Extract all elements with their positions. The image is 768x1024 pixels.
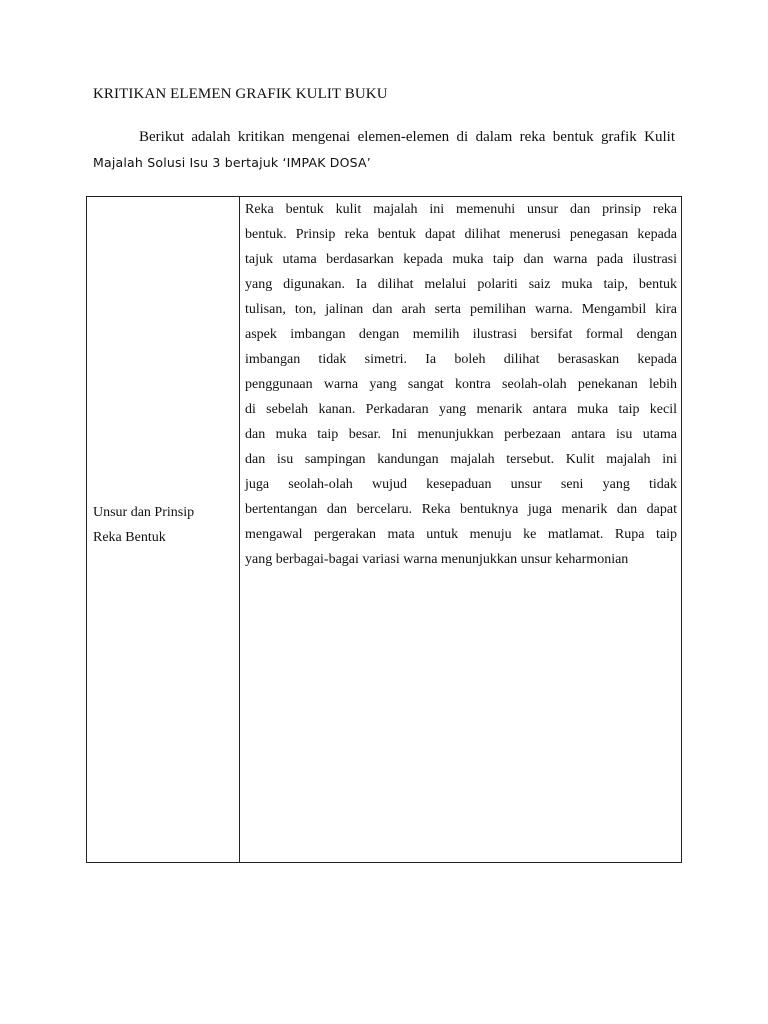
critique-table <box>86 196 682 863</box>
critique-line: penggunaan warna yang sangat kontra seolah-olah penekanan lebih <box>245 377 677 392</box>
intro-line-1: Berikut adalah kritikan mengenai elemen-elemen di dalam reka bentuk grafik Kulit <box>139 129 675 145</box>
critique-line: mengawal pergerakan mata untuk menuju ke matlamat. Rupa taip <box>245 527 677 542</box>
critique-line: juga seolah-olah wujud kesepaduan unsur seni yang tidak <box>245 477 677 492</box>
critique-line: bertentangan dan bercelaru. Reka bentuknya juga menarik dan dapat <box>245 502 677 517</box>
table-row <box>87 197 682 863</box>
criterion-cell <box>87 197 240 863</box>
criterion-label-line: Reka Bentuk <box>93 530 166 545</box>
critique-text <box>240 197 681 572</box>
criterion-label <box>93 500 233 550</box>
criterion-label-line: Unsur dan Prinsip <box>93 505 195 520</box>
critique-line: bentuk. Prinsip reka bentuk dapat dilihat menerusi penegasan kepada <box>245 227 677 242</box>
critique-line: tulisan, ton, jalinan dan arah serta pemilihan warna. Mengambil kira <box>245 302 677 317</box>
intro-line-2: Majalah Solusi Isu 3 bertajuk ‘IMPAK DOSA’ <box>93 155 371 170</box>
critique-line: yang digunakan. Ia dilihat melalui polariti saiz muka taip, bentuk <box>245 277 677 292</box>
critique-line: dan isu sampingan kandungan majalah tersebut. Kulit majalah ini <box>245 452 677 467</box>
critique-line: tajuk utama berdasarkan kepada muka taip dan warna pada ilustrasi <box>245 252 677 267</box>
critique-cell <box>240 197 682 863</box>
intro-paragraph <box>93 125 675 175</box>
critique-line: di sebelah kanan. Perkadaran yang menarik antara muka taip kecil <box>245 402 677 417</box>
critique-line: Reka bentuk kulit majalah ini memenuhi unsur dan prinsip reka <box>245 202 677 217</box>
critique-line: imbangan tidak simetri. Ia boleh dilihat berasaskan kepada <box>245 352 677 367</box>
document-title: KRITIKAN ELEMEN GRAFIK KULIT BUKU <box>93 86 388 102</box>
critique-line: dan muka taip besar. Ini menunjukkan perbezaan antara isu utama <box>245 427 677 442</box>
critique-line: yang berbagai-bagai variasi warna menunjukkan unsur keharmonian <box>245 552 629 567</box>
critique-line: aspek imbangan dengan memilih ilustrasi bersifat formal dengan <box>245 327 677 342</box>
